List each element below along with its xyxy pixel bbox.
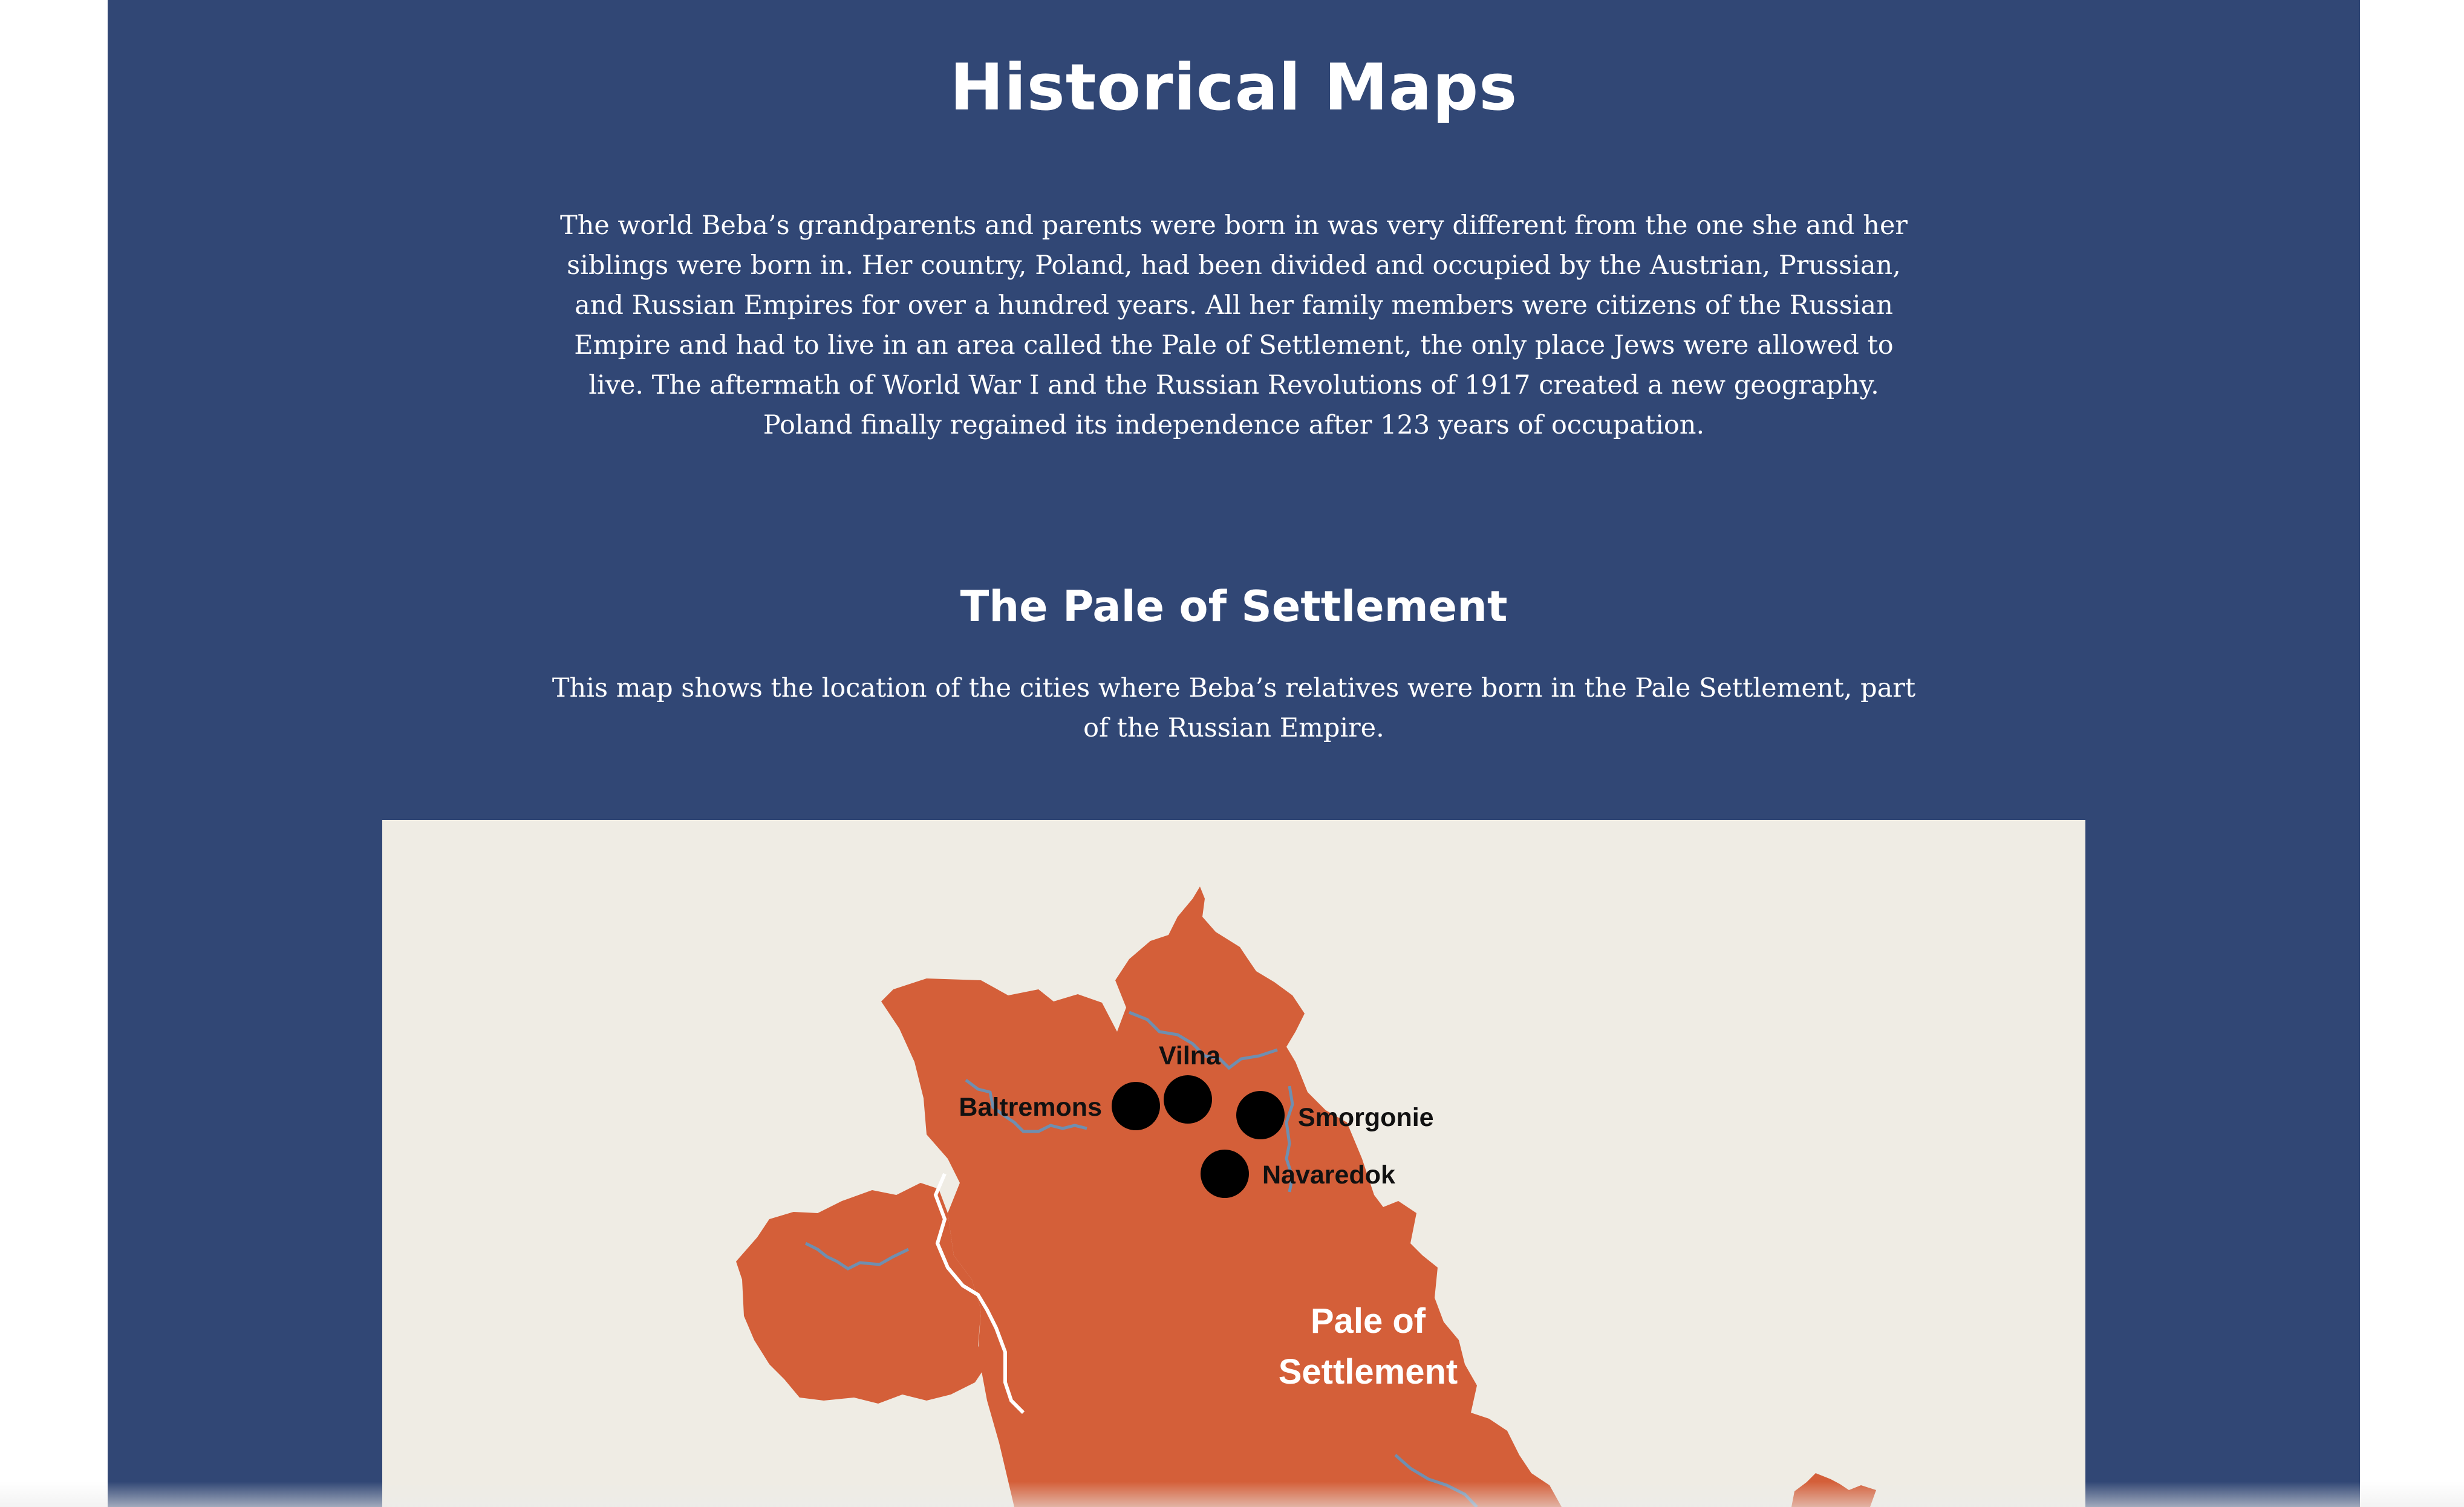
- city-label-baltremons: Baltremons: [959, 1093, 1102, 1122]
- section-title: The Pale of Settlement: [960, 582, 1508, 631]
- city-marker-smorgonie: [1236, 1091, 1285, 1139]
- map-caption: This map shows the location of the cities where Beba’s relatives were born in the Pale Settlement, part of the Russian Empire.: [552, 673, 1916, 743]
- page-title: Historical Maps: [950, 50, 1518, 125]
- city-label-vilna: Vilna: [1159, 1041, 1221, 1070]
- region-label-line1: Pale of: [1310, 1301, 1426, 1341]
- city-label-navaredok: Navaredok: [1262, 1160, 1395, 1190]
- pale-of-settlement-map: [382, 820, 2085, 1507]
- region-label-line2: Settlement: [1278, 1352, 1458, 1391]
- city-marker-vilna: [1164, 1075, 1212, 1124]
- intro-paragraph: The world Beba’s grandparents and parents were born in was very different from the one she and her siblings were born in. Her country, Poland, had been divided and occupied by the Austrian, Prussian, and Russian Empires for over a hundred years. All her family members were citizens of the Russian Empire and had to live in an area called the Pale of Settlement, the only place Jews were allowed to live. The aftermath of World War I and the Russian Revolutions of 1917 created a new geography. Poland finally regained its independence after 123 years of occupation.: [560, 210, 1908, 440]
- city-label-smorgonie: Smorgonie: [1298, 1103, 1434, 1132]
- city-marker-baltremons: [1112, 1082, 1160, 1130]
- city-marker-navaredok: [1201, 1150, 1249, 1198]
- content-panel: [108, 0, 2360, 1507]
- map-graphic: [382, 820, 2085, 1507]
- east-fragment: [1791, 1473, 1876, 1507]
